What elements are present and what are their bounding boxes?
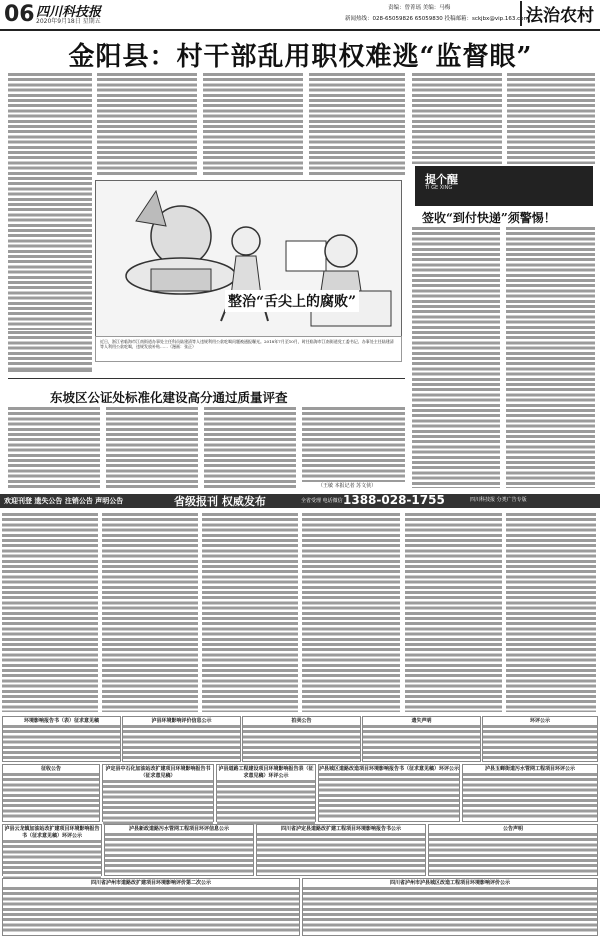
notice-body <box>105 832 253 874</box>
notice-body <box>429 832 597 874</box>
notice-block-6 <box>2 764 100 822</box>
column-name: 提个醒 <box>425 173 458 186</box>
notice-body <box>123 724 240 760</box>
notice-block-9 <box>318 764 460 822</box>
notice-body <box>463 772 597 820</box>
notice-body <box>3 772 99 820</box>
notice-title: 泸县环境影响评价信息公示 <box>123 717 240 724</box>
lead-article-col-5 <box>412 72 502 164</box>
second-article-col-2 <box>106 406 198 490</box>
notice-body <box>103 779 213 827</box>
notice-title: 泸县玉蝉街道污水管网工程项目环评公示 <box>463 765 597 772</box>
notice-body <box>3 839 101 881</box>
column-article-col-2 <box>506 226 595 488</box>
lead-article-col-6 <box>507 72 595 164</box>
notice-title: 泸定县中石化加油站改扩建项目环境影响报告书（征求意见稿） <box>103 765 213 779</box>
notice-body <box>217 779 315 827</box>
illustration-caption <box>95 336 402 362</box>
lead-article-col-1 <box>8 72 92 372</box>
paper-name: 四川科技报 <box>36 5 102 20</box>
notice-block-3 <box>242 716 361 762</box>
ad-banner-contact-label: 全省受理 电话微信 <box>301 498 343 504</box>
notices-col-5 <box>405 512 502 712</box>
section-name: 法治农村 <box>520 1 594 26</box>
notice-body <box>319 772 459 820</box>
lead-headline: 金阳县：村干部乱用职权难逃“监督眼” <box>68 42 533 72</box>
notice-title: 环境影响报告书（表）征求意见稿 <box>3 717 120 724</box>
notices-col-4 <box>302 512 400 712</box>
notice-block-13 <box>256 824 426 876</box>
ad-banner-left: 欢迎刊登 遗失公告 注销公告 声明公告 <box>4 497 124 505</box>
notice-title: 环评公示 <box>483 717 597 724</box>
column-pinyin: TI GE XING <box>425 185 453 191</box>
cartoon-drawing <box>96 181 401 336</box>
notice-body <box>303 886 597 934</box>
second-article-col-1 <box>8 406 100 490</box>
second-story-rule <box>8 378 405 379</box>
notice-block-5 <box>482 716 598 762</box>
notice-title: 泸县新政道路污水管网工程项目环评信息公示 <box>105 825 253 832</box>
lead-article-col-3 <box>203 72 303 176</box>
cartoon-illustration <box>95 180 402 337</box>
lead-article-col-4 <box>309 72 405 176</box>
notice-block-4 <box>362 716 481 762</box>
second-article-col-4 <box>302 406 405 482</box>
notice-body <box>257 832 425 874</box>
notice-title: 四川省泸州市泸县城区改造工程项目环境影响评价公示 <box>303 879 597 886</box>
notice-block-1 <box>2 716 121 762</box>
notice-block-10 <box>462 764 598 822</box>
notice-title: 公告声明 <box>429 825 597 832</box>
notice-body <box>363 724 480 760</box>
masthead-rule <box>0 29 600 31</box>
illustration-caption-text: 近日，浙江省临海市江南街道办事处主任科员陆建清等人违规利用公款吃喝问题被通报曝光。2018年7月至10月，时任临海市江南街道党工委书记、办事处主任陆建清等人利用公款吃喝，违规发放补贴……（漫画：张正） <box>100 339 394 349</box>
notice-title: 拍卖公告 <box>243 717 360 724</box>
notice-body <box>3 724 120 760</box>
editors-line: 责编：曾菁瑶 美编：马梅 <box>388 5 451 11</box>
ad-banner-title: 省级报刊 权威发布 <box>174 495 266 508</box>
notice-body <box>243 724 360 760</box>
page-number: 06 <box>4 2 35 27</box>
second-story-byline: （王敏 本报记者 苏文侠） <box>318 483 377 489</box>
notice-body <box>3 886 299 934</box>
notice-title: 泸县道路工程建设项目环境影响报告表（征求意见稿）环评公示 <box>218 766 314 779</box>
illustration-title: 整治“舌尖上的腐败” <box>225 290 359 312</box>
notice-title: 征收公告 <box>3 765 99 772</box>
notice-title: 泸县城区道路改造项目环境影响报告书（征求意见稿）环评公示 <box>319 766 460 772</box>
column-article-col-1 <box>412 226 500 488</box>
notice-title: 遗失声明 <box>363 717 480 724</box>
second-article-col-3 <box>204 406 296 490</box>
notice-body <box>483 724 597 760</box>
hotline-line: 新闻热线：028-65059826 65059830 投稿邮箱：sckjbx@vip.163.com <box>345 16 529 22</box>
notice-block-8 <box>216 764 316 822</box>
notices-col-2 <box>102 512 198 712</box>
notice-title: 泸县云龙镇加油站改扩建项目环境影响报告书（征求意见稿）环评公示 <box>4 826 100 839</box>
notice-block-2 <box>122 716 241 762</box>
second-story-headline: 东坡区公证处标准化建设高分通过质量评查 <box>50 390 288 405</box>
ad-banner-right: 四川科技报 分类广告专版 <box>470 497 527 503</box>
notices-col-6 <box>506 512 596 712</box>
date-line: 2020年9月18日 星期五 <box>36 18 101 25</box>
notice-block-15 <box>2 878 300 936</box>
notice-block-11 <box>2 824 102 876</box>
lead-article-col-2 <box>97 72 197 176</box>
notice-title: 四川省泸州市道路改扩建项目环境影响评价第二次公示 <box>3 879 299 886</box>
notice-block-7 <box>102 764 214 822</box>
notices-col-3 <box>202 512 298 712</box>
column-headline: 签收“到付快递”须警惕！ <box>422 211 556 225</box>
lead-article-col-7 <box>8 330 92 370</box>
notice-block-14 <box>428 824 598 876</box>
notices-col-1 <box>2 512 98 712</box>
notice-block-16 <box>302 878 598 936</box>
notice-title: 四川省泸定县道路改扩建工程项目环境影响报告书公示 <box>257 825 425 832</box>
ad-banner-phone: 1388-028-1755 <box>343 493 445 507</box>
notice-block-12 <box>104 824 254 876</box>
